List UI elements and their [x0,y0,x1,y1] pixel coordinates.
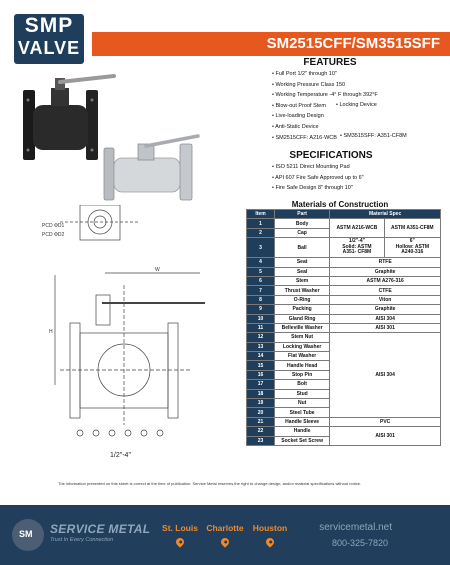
part-name: O-Ring [275,295,330,304]
material-spec: ASTM A276-316 [330,276,441,285]
material-spec: 6" Hollow: ASTM A240-316 [384,238,440,258]
footer-brand: SERVICE METAL [50,522,151,536]
logo-line-2: VALVE [17,38,81,58]
dim-w-label: W [155,267,160,273]
item-number: 22 [247,427,275,436]
footer-tagline: Trust In Every Connection [50,537,114,543]
part-name: Packing [275,305,330,314]
table-row [247,314,441,323]
item-number: 2 [247,228,275,237]
website-link[interactable]: servicemetal.net [319,522,392,533]
city-charlotte: Charlotte [206,523,244,533]
table-row [247,238,441,258]
table-row [247,276,441,285]
material-spec: 1/2"-4" Solid: ASTM A351- CF8M [330,238,384,258]
part-name: Flat Washer [275,352,330,361]
part-name: Handle Head [275,361,330,370]
col-item: Item [247,210,275,219]
table-row [247,286,441,295]
table-row [247,417,441,426]
item-number: 13 [247,342,275,351]
city-houston: Houston [252,523,288,533]
title-bar [92,32,450,56]
part-name: Socket Set Screw [275,436,330,445]
specifications-heading: SPECIFICATIONS [289,150,373,161]
page-title: SM2515CFF/SM3515SFF [266,35,440,52]
item-number: 17 [247,380,275,389]
material-spec: RTFE [330,258,441,267]
item-number: 16 [247,370,275,379]
part-name: Seat [275,258,330,267]
logo-line-1: SMP [24,14,74,37]
material-spec: AISI 304 [330,333,441,418]
table-row [247,323,441,332]
feature-item: • Full Port 1/2" through 10" [272,69,378,80]
item-number: 12 [247,333,275,342]
table-row [247,305,441,314]
item-number: 1 [247,219,275,228]
part-name: Handle Sleeve [275,417,330,426]
feature-item: • Anti-Static Device [272,122,378,133]
feature-item: • Locking Device [336,100,377,111]
material-spec: AISI 304 [330,314,441,323]
item-number: 20 [247,408,275,417]
part-name: Steel Tube [275,408,330,417]
part-name: Locking Washer [275,342,330,351]
table-row [247,258,441,267]
part-name: Thrust Washer [275,286,330,295]
material-spec: ASTM A216-WCB [330,219,384,238]
features-heading: FEATURES [303,57,357,68]
part-name: Seal [275,267,330,276]
item-number: 11 [247,323,275,332]
pcd-d2-label: PCD ΦD2 [42,232,65,238]
phone-number[interactable]: 800-325-7820 [331,538,388,548]
spec-item: • ISO 5211 Direct Mounting Pad [272,162,364,173]
part-name: Nut [275,399,330,408]
disclaimer-text: The information presented on this sheet is correct at the time of publication. Service Metal reserves the right to change design, and/or material specifications without notice. [58,481,362,486]
item-number: 21 [247,417,275,426]
material-spec: CTFE [330,286,441,295]
feature-item: • Live-loading Design [272,111,378,122]
item-number: 18 [247,389,275,398]
item-number: 10 [247,314,275,323]
table-row [247,333,441,342]
location-pin-icon [264,536,275,547]
feature-item: • SM2515CFF: A216-WCB [272,133,378,144]
footer [0,505,450,565]
feature-item: • SM3515SFF: A351-CF8M [340,131,407,142]
table-row [247,219,441,228]
item-number: 4 [247,258,275,267]
table-row [247,267,441,276]
technical-drawing [40,205,230,470]
table-row [247,427,441,436]
part-name: Belleville Washer [275,323,330,332]
pcd-d1-label: PCD ΦD1 [42,223,65,229]
part-name: Stem Nut [275,333,330,342]
smp-valve-logo [14,14,84,64]
item-number: 14 [247,352,275,361]
item-number: 9 [247,305,275,314]
feature-item: • Working Pressure Class 150 [272,80,378,91]
spec-item: • Fire Safe Design 8" through 10" [272,183,364,194]
part-name: Stem [275,276,330,285]
feature-item: • Working Temperature -4° F through 392°F [272,90,378,101]
material-spec: AISI 301 [330,323,441,332]
features-list-right-1 [336,100,377,111]
features-list-right-2 [340,131,407,142]
part-name: Ball [275,238,330,258]
dim-h-label: H [49,329,53,335]
col-part: Part [275,210,330,219]
item-number: 19 [247,399,275,408]
table-header-row [247,210,441,219]
material-spec: PVC [330,417,441,426]
materials-heading: Materials of Construction [291,200,389,209]
location-pin-icon [174,536,185,547]
col-spec: Material Spec [330,210,441,219]
item-number: 3 [247,238,275,258]
item-number: 6 [247,276,275,285]
part-name: Stud [275,389,330,398]
material-spec: AISI 301 [330,427,441,446]
part-name: Cap [275,228,330,237]
table-row [247,295,441,304]
materials-table [246,209,441,446]
part-name: Body [275,219,330,228]
feature-item: • Blow-out Proof Stem [272,101,378,112]
material-spec: Graphite [330,267,441,276]
material-spec: ASTM A351-CF8M [384,219,440,238]
city-st-louis: St. Louis [162,523,198,533]
part-name: Bolt [275,380,330,389]
location-pin-icon [219,536,230,547]
spec-item: • API 607 Fire Safe Approved up to 6" [272,173,364,184]
material-spec: Graphite [330,305,441,314]
part-name: Handle [275,427,330,436]
service-metal-logo-icon [12,519,44,551]
logo-mark: SM [19,529,33,539]
item-number: 8 [247,295,275,304]
stainless-valve-image [100,130,200,205]
item-number: 7 [247,286,275,295]
size-range-label: 1/2"-4" [110,452,131,459]
material-spec: Viton [330,295,441,304]
item-number: 15 [247,361,275,370]
part-name: Gland Ring [275,314,330,323]
item-number: 23 [247,436,275,445]
item-number: 5 [247,267,275,276]
specifications-list [272,162,364,194]
part-name: Stop Pin [275,370,330,379]
